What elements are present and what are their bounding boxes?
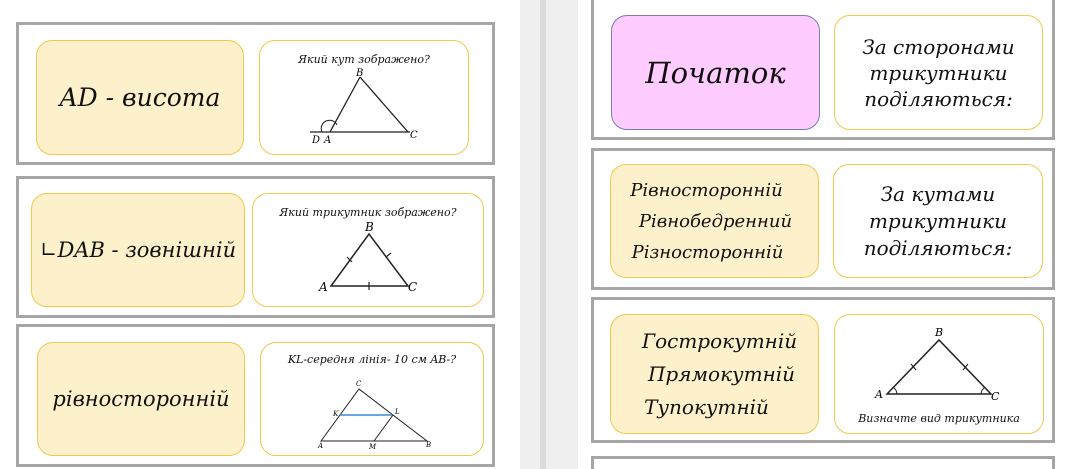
question-text: Який кут зображено? (298, 53, 430, 66)
question-card-midline[interactable] (260, 342, 484, 456)
answer-card-equilateral[interactable] (37, 342, 245, 456)
vertex-b-label: B (356, 68, 364, 79)
point-l-label: L (395, 408, 400, 416)
page-gutter (520, 0, 578, 469)
vertex-c-label: C (410, 130, 418, 141)
prompt-line-1: За сторонами (862, 34, 1015, 59)
vertex-a-label: A (875, 388, 883, 401)
answer-card-by-angles[interactable] (610, 314, 819, 434)
answer-card-height[interactable] (36, 40, 244, 155)
vertex-b-label: B (935, 326, 944, 339)
gutter-divider (540, 0, 546, 469)
answer-text: AD - висота (59, 83, 221, 112)
triangle-angle-figure (260, 41, 470, 156)
equilateral-triangle-figure (253, 194, 485, 308)
prompt-line-3: поділяються: (863, 235, 1013, 260)
question-card-angle[interactable] (259, 40, 469, 155)
vertex-a-label: A (324, 135, 332, 146)
list-item: Рівносторонній (630, 179, 783, 201)
list-item: Рівнобедренний (638, 210, 793, 232)
prompt-card-by-sides[interactable] (834, 15, 1043, 130)
vertex-b-label: B (365, 220, 374, 234)
prompt-line-3: поділяються: (864, 86, 1013, 111)
domino-row-r4 (591, 456, 1055, 469)
list-item: Гострокутній (641, 328, 798, 353)
list-item: Прямокутній (647, 361, 796, 386)
question-text: Визначте вид трикутника (858, 412, 1020, 425)
start-text: Початок (645, 55, 786, 90)
vertex-c-label: C (356, 380, 362, 388)
answer-card-exterior-angle[interactable] (31, 193, 245, 307)
prompt-line-2: трикутники (869, 60, 1008, 85)
prompt-line-1: За кутами (880, 181, 996, 206)
start-card[interactable] (611, 15, 820, 130)
point-m-label: M (369, 443, 377, 451)
vertex-c-label: C (408, 280, 418, 294)
vertex-b-label: B (426, 441, 432, 449)
answer-text: ∟DAB - зовнішній (39, 238, 237, 262)
question-text: Який трикутник зображено? (279, 206, 457, 219)
answer-card-by-sides[interactable] (610, 164, 819, 278)
list-item: Тупокутній (644, 394, 769, 419)
vertex-a-label: A (318, 442, 324, 450)
list-item: Різносторонній (631, 241, 784, 263)
prompt-line-2: трикутники (868, 208, 1008, 233)
answer-text: рівносторонній (52, 387, 230, 411)
vertex-c-label: C (991, 390, 1000, 403)
prompt-card-by-angles[interactable] (833, 164, 1043, 278)
vertex-a-label: A (319, 280, 328, 294)
question-card-triangle-type[interactable] (252, 193, 484, 307)
vertex-d-label: D (312, 135, 321, 146)
point-k-label: K (333, 410, 339, 418)
question-card-classify[interactable] (834, 314, 1044, 434)
question-text: KL-середня лінія- 10 см AB-? (287, 353, 457, 366)
midline-figure (261, 343, 485, 457)
